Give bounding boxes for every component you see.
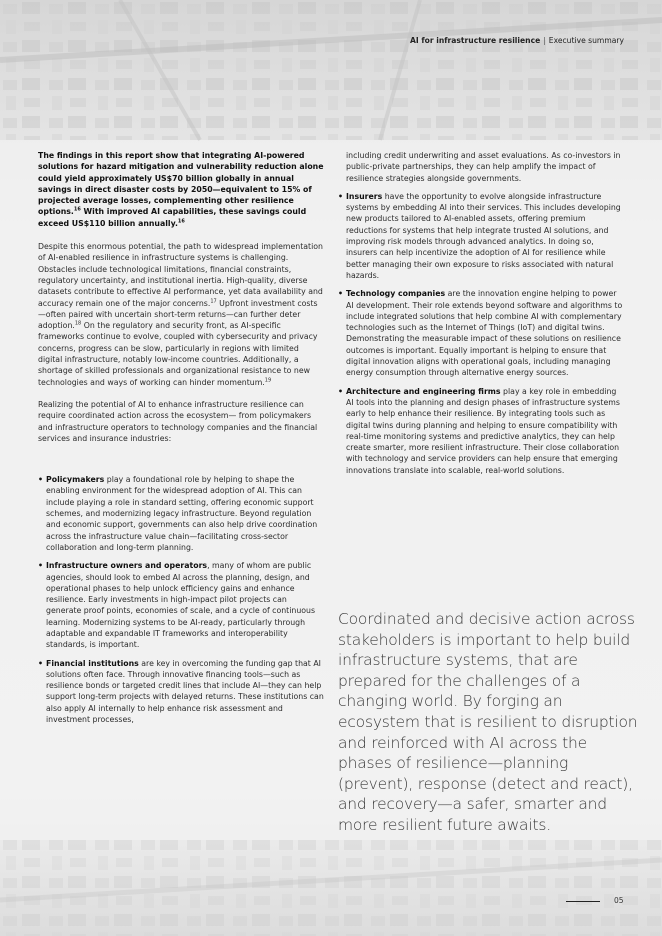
list-item-architecture-engineering: • Architecture and engineering firms play a key role in embedding AI tools into the planning and design phases of infrastructure systems early to help enhance their resilience. By integrating tools such as digital twins during planning and helping to ensure compatibility with real-time monitoring systems and predictive analytics, they can help create smarter, more resilient infrastructure. Their close collaboration with technology and service providers can help ensure that emerging innovations translate into scalable, real-world solutions. xyxy=(338,386,626,476)
stakeholder-list-continued xyxy=(338,191,626,476)
list-item-technology-companies: • Technology companies are the innovation engine helping to power AI development. Their role extends beyond software and algorithms to include integrated solutions that help combine AI with complementary technologies such as the Internet of Things (IoT) and digital twins. Demonstrating the measurable impact of these solutions on resilience outcomes is important. Equally important is helping to ensure that digital innovation aligns with operational goals, including managing energy consumption through alternative energy sources. xyxy=(338,288,626,378)
page-number: 05 xyxy=(614,896,624,905)
left-column xyxy=(38,150,324,732)
footnote-ref: 19 xyxy=(264,377,272,384)
list-item-infrastructure-owners: • Infrastructure owners and operators, many of whom are public agencies, should look to embed AI across the planning, design, and operational phases to help unlock efficiency gains and enhance resilience. Early investments in high-impact pilot projects can generate proof points, economies of scale, and a cycle of continuous learning. Modernizing systems to be AI-ready, particularly through adaptable and expandable IT frameworks and interoperability standards, is important. xyxy=(38,560,324,650)
footer-rule xyxy=(566,901,600,902)
financial-continuation: including credit underwriting and asset evaluations. As co-investors in public-private partnerships, they can help amplify the impact of resilience strategies alongside governments. xyxy=(346,151,621,183)
intro-findings: The findings in this report show that integrating AI-powered solutions for hazard mitigation and vulnerability reduction alone could yield approximately US$70 billion globally in annual savings in direct disaster costs by 2050—equivalent to 15% of projected average losses, complementing other resilience options.$^{16}$ With improved AI capabilities, these savings could exceed US$110 billion annually.$^{16}$ xyxy=(38,151,324,228)
ecosystem-paragraph: Realizing the potential of AI to enhance infrastructure resilience can require coordinated action across the ecosystem— from policymakers and infrastructure operators to technology companies and the financial services and insurance industries: xyxy=(38,399,318,443)
header-section: Executive summary xyxy=(548,36,624,45)
stakeholder-list xyxy=(38,474,324,725)
right-column xyxy=(338,150,626,483)
footnote-ref: 18 xyxy=(74,320,82,327)
challenges-paragraph: Despite this enormous potential, the path to widespread implementation of AI-enabled resilience in infrastructure systems is challenging. Obstacles include technological limitations, financial constraints, regulatory uncertainty, and institutional inertia. High-quality, diverse datasets contribute to effective AI performance, yet data availability and accuracy remain one of the major concerns.$^{17}$ Upfront investment costs—often paired with uncertain short-term returns—can further deter adoption.$^{18}$ On the regulatory and security front, as AI-specific frameworks continue to evolve, coupled with cybersecurity and privacy concerns, progress can be slow, particularly in regions with limited digital infrastructure, notably low-income countries. Additionally, a shortage of skilled professionals and organizational resistance to new technologies and ways of working can hinder momentum.$^{19}$ xyxy=(38,242,323,387)
footnote-ref: 17 xyxy=(210,297,217,304)
footnote-ref: 16 xyxy=(73,206,81,213)
list-item-financial-institutions: • Financial institutions are key in overcoming the funding gap that AI solutions often face. Through innovative financing tools—such as resilience bonds or targeted credit lines that include AI—they can help support long-term projects with delayed returns. These institutions can also apply AI internally to help enhance risk assessment and investment processes, xyxy=(38,658,324,726)
header-title: AI for infrastructure resilience xyxy=(409,36,541,45)
list-item-policymakers: • Policymakers play a foundational role by helping to shape the enabling environment for the widespread adoption of AI. This can include playing a role in standard setting, offering economic support schemes, and modernizing legacy infrastructure. Beyond regulation and economic support, governments can also help drive coordination across the infrastructure value chain—facilitating cross-sector collaboration and long-term planning. xyxy=(38,474,324,553)
page-header xyxy=(410,36,624,45)
footnote-ref: 16 xyxy=(177,218,185,225)
list-item-insurers: • Insurers have the opportunity to evolve alongside infrastructure systems by embedding AI into their services. This includes developing new products tailored to AI-enabled assets, offering premium reductions for systems that help integrate trusted AI solutions, and improving risk models through advanced analytics. In doing so, insurers can help incentivize the adoption of AI for resilience while better managing their own exposure to risks associated with natural hazards. xyxy=(338,191,626,281)
pull-quote: Coordinated and decisive action across stakeholders is important to help build infrastructure systems, that are prepared for the challenges of a changing world. By forging an ecosystem that is resilient to disruption and reinforced with AI across the phases of resilience—planning (prevent), response (detect and react), and recovery—a safer, smarter and more resilient future awaits. xyxy=(338,610,638,834)
header-separator: | xyxy=(543,36,546,45)
